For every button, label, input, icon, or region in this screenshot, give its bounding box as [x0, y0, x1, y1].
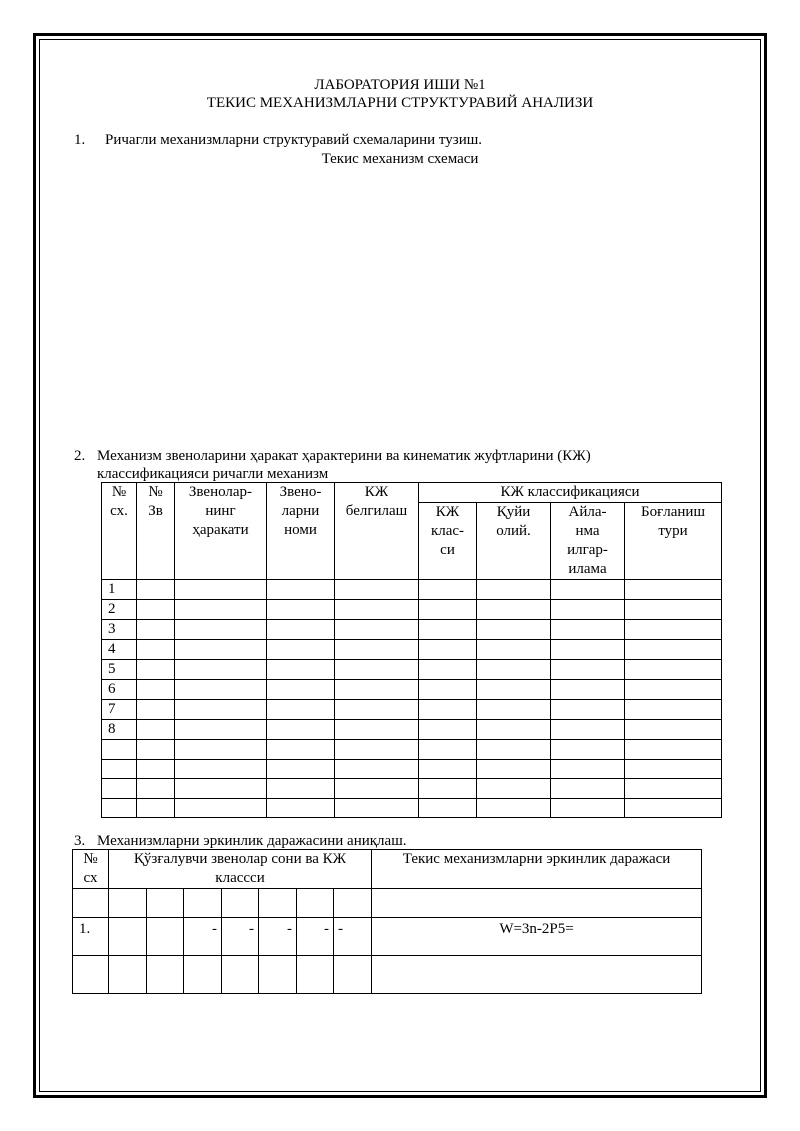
row-number: 3	[102, 620, 137, 640]
row-number: 1	[102, 580, 137, 600]
table-cell	[267, 640, 335, 660]
table-cell	[137, 600, 175, 620]
table-cell	[477, 640, 551, 660]
dof-cell	[334, 889, 372, 918]
lab-title: ЛАБОРАТОРИЯ ИШИ №1	[314, 77, 486, 93]
table-cell	[267, 798, 335, 818]
table-cell	[551, 680, 625, 700]
header-link-number: № Зв	[137, 483, 175, 580]
row-number	[102, 740, 137, 760]
table-cell	[625, 660, 722, 680]
table-cell	[419, 600, 477, 620]
table-cell	[551, 798, 625, 818]
table-cell	[477, 580, 551, 600]
table-cell	[419, 779, 477, 799]
table-cell	[551, 720, 625, 740]
dof-cell	[73, 889, 109, 918]
table-cell	[335, 798, 419, 818]
table-cell	[419, 720, 477, 740]
row-number: 2	[102, 600, 137, 620]
row-number: 6	[102, 680, 137, 700]
table-cell	[137, 759, 175, 779]
header-link-motion: Звенолар- нинг ҳаракати	[175, 483, 267, 580]
dof-cell	[147, 956, 184, 994]
table-cell	[477, 680, 551, 700]
table-cell	[551, 759, 625, 779]
table-cell	[335, 779, 419, 799]
table-row	[102, 740, 722, 760]
row-number: 8	[102, 720, 137, 740]
table-cell	[551, 620, 625, 640]
table-cell	[551, 640, 625, 660]
row-number: 4	[102, 640, 137, 660]
dof-cell	[297, 956, 334, 994]
dof-cell	[222, 889, 259, 918]
dof-dash: -	[334, 918, 372, 956]
dof-cell	[109, 889, 147, 918]
table-cell	[175, 680, 267, 700]
table-cell	[137, 580, 175, 600]
dof-cell	[259, 956, 297, 994]
table-cell	[137, 740, 175, 760]
table-cell	[551, 600, 625, 620]
table-cell	[419, 680, 477, 700]
table-cell	[175, 798, 267, 818]
table-cell	[477, 720, 551, 740]
dof-cell	[73, 956, 109, 994]
table-cell	[625, 620, 722, 640]
header-pair-classification: КЖ классификацияси	[419, 483, 722, 503]
header-pair-class: КЖ клас- си	[419, 503, 477, 580]
table-cell	[477, 740, 551, 760]
table-cell	[137, 798, 175, 818]
dof-cell	[184, 956, 222, 994]
table-cell	[335, 620, 419, 640]
table-cell	[551, 700, 625, 720]
dof-cell	[297, 889, 334, 918]
dof-cell	[259, 889, 297, 918]
row-number	[102, 759, 137, 779]
scheme-caption: Текис механизм схемаси	[321, 151, 479, 167]
table-cell	[335, 600, 419, 620]
table-cell	[335, 580, 419, 600]
section2-heading-line2: классификацияси ричагли механизм	[97, 466, 329, 482]
table-cell	[625, 779, 722, 799]
table-row	[102, 580, 722, 600]
table-cell	[625, 680, 722, 700]
table-cell	[625, 740, 722, 760]
section1-number: 1.	[74, 132, 86, 148]
table-cell	[419, 798, 477, 818]
header-scheme-number: № сх.	[102, 483, 137, 580]
table-cell	[335, 720, 419, 740]
table-cell	[175, 600, 267, 620]
header-rotary-sliding: Айла- нма илгар- илама	[551, 503, 625, 580]
dof-header-scheme-number: № сх	[73, 850, 109, 889]
dof-cell	[334, 956, 372, 994]
kinematic-pairs-table	[101, 482, 722, 818]
dof-cell	[372, 889, 702, 918]
table-cell	[175, 580, 267, 600]
table-cell	[267, 720, 335, 740]
lab-subtitle: ТЕКИС МЕХАНИЗМЛАРНИ СТРУКТУРАВИЙ АНАЛИЗИ	[206, 95, 594, 111]
table-cell	[137, 680, 175, 700]
dof-dash: -	[259, 918, 297, 956]
table-cell	[137, 720, 175, 740]
table-cell	[175, 759, 267, 779]
table-cell	[419, 640, 477, 660]
table-cell	[175, 700, 267, 720]
dof-row-number: 1.	[73, 918, 109, 956]
dof-dash: -	[297, 918, 334, 956]
table-cell	[137, 700, 175, 720]
table-cell	[267, 779, 335, 799]
table-cell	[175, 640, 267, 660]
row-number	[102, 779, 137, 799]
table-cell	[477, 779, 551, 799]
dof-cell	[184, 889, 222, 918]
table-cell	[625, 700, 722, 720]
table-cell	[335, 740, 419, 760]
table-cell	[267, 740, 335, 760]
table-cell	[175, 620, 267, 640]
table-row	[102, 660, 722, 680]
table-cell	[551, 660, 625, 680]
table-cell	[477, 759, 551, 779]
header-lower-higher: Қуйи олий.	[477, 503, 551, 580]
table-row	[102, 620, 722, 640]
table-cell	[267, 600, 335, 620]
table-cell	[137, 660, 175, 680]
dof-dash: -	[184, 918, 222, 956]
table-row	[102, 680, 722, 700]
table-cell	[477, 620, 551, 640]
table-cell	[477, 600, 551, 620]
table-cell	[625, 759, 722, 779]
table-row	[102, 779, 722, 799]
section2-heading-line1: Механизм звеноларини ҳаракат ҳарактерини ва кинематик жуфтларини (КЖ)	[97, 448, 591, 464]
table-cell	[477, 660, 551, 680]
dof-cell	[147, 918, 184, 956]
table-cell	[175, 740, 267, 760]
table-row	[102, 600, 722, 620]
table-row	[102, 700, 722, 720]
section3-heading: Механизмларни эркинлик даражасини аниқлаш.	[97, 833, 407, 849]
table-cell	[551, 740, 625, 760]
table-cell	[175, 720, 267, 740]
table-cell	[267, 759, 335, 779]
table-cell	[137, 620, 175, 640]
degree-of-freedom-table	[72, 849, 702, 994]
dof-cell	[109, 956, 147, 994]
table-cell	[335, 759, 419, 779]
table-cell	[551, 779, 625, 799]
table-cell	[419, 700, 477, 720]
row-number	[102, 798, 137, 818]
table-cell	[625, 640, 722, 660]
table-row	[102, 759, 722, 779]
table-cell	[175, 779, 267, 799]
table-row	[102, 640, 722, 660]
table-cell	[267, 620, 335, 640]
table-cell	[137, 640, 175, 660]
table-cell	[477, 700, 551, 720]
table-cell	[267, 580, 335, 600]
section1-heading: Ричагли механизмларни структуравий схемаларини тузиш.	[105, 132, 483, 148]
table-cell	[625, 720, 722, 740]
dof-cell	[372, 956, 702, 994]
header-pair-designation: КЖ белгилаш	[335, 483, 419, 580]
table-cell	[335, 660, 419, 680]
dof-cell	[109, 918, 147, 956]
scheme-drawing-area	[74, 172, 724, 440]
row-number: 7	[102, 700, 137, 720]
table-cell	[419, 620, 477, 640]
header-link-name: Звено- ларни номи	[267, 483, 335, 580]
row-number: 5	[102, 660, 137, 680]
dof-header-freedom: Текис механизмларни эркинлик даражаси	[372, 850, 702, 889]
table-cell	[551, 580, 625, 600]
table-row	[102, 798, 722, 818]
table-row	[102, 720, 722, 740]
dof-dash: -	[222, 918, 259, 956]
dof-cell	[147, 889, 184, 918]
table-cell	[419, 759, 477, 779]
table-cell	[137, 779, 175, 799]
table-cell	[625, 798, 722, 818]
dof-cell	[222, 956, 259, 994]
dof-header-moving-links: Қўзғалувчи звенолар сони ва КЖ классси	[109, 850, 372, 889]
dof-formula: W=3n-2P5=	[372, 918, 702, 956]
section3-number: 3.	[74, 833, 86, 849]
table-cell	[335, 640, 419, 660]
table-cell	[419, 660, 477, 680]
table-cell	[335, 680, 419, 700]
table-cell	[335, 700, 419, 720]
table-cell	[267, 700, 335, 720]
section2-number: 2.	[74, 448, 86, 464]
table-cell	[267, 680, 335, 700]
table-cell	[419, 740, 477, 760]
table-cell	[625, 600, 722, 620]
table-cell	[477, 798, 551, 818]
header-connection-type: Боғланиш тури	[625, 503, 722, 580]
table-cell	[175, 660, 267, 680]
table-cell	[419, 580, 477, 600]
table-cell	[267, 660, 335, 680]
table-cell	[625, 580, 722, 600]
